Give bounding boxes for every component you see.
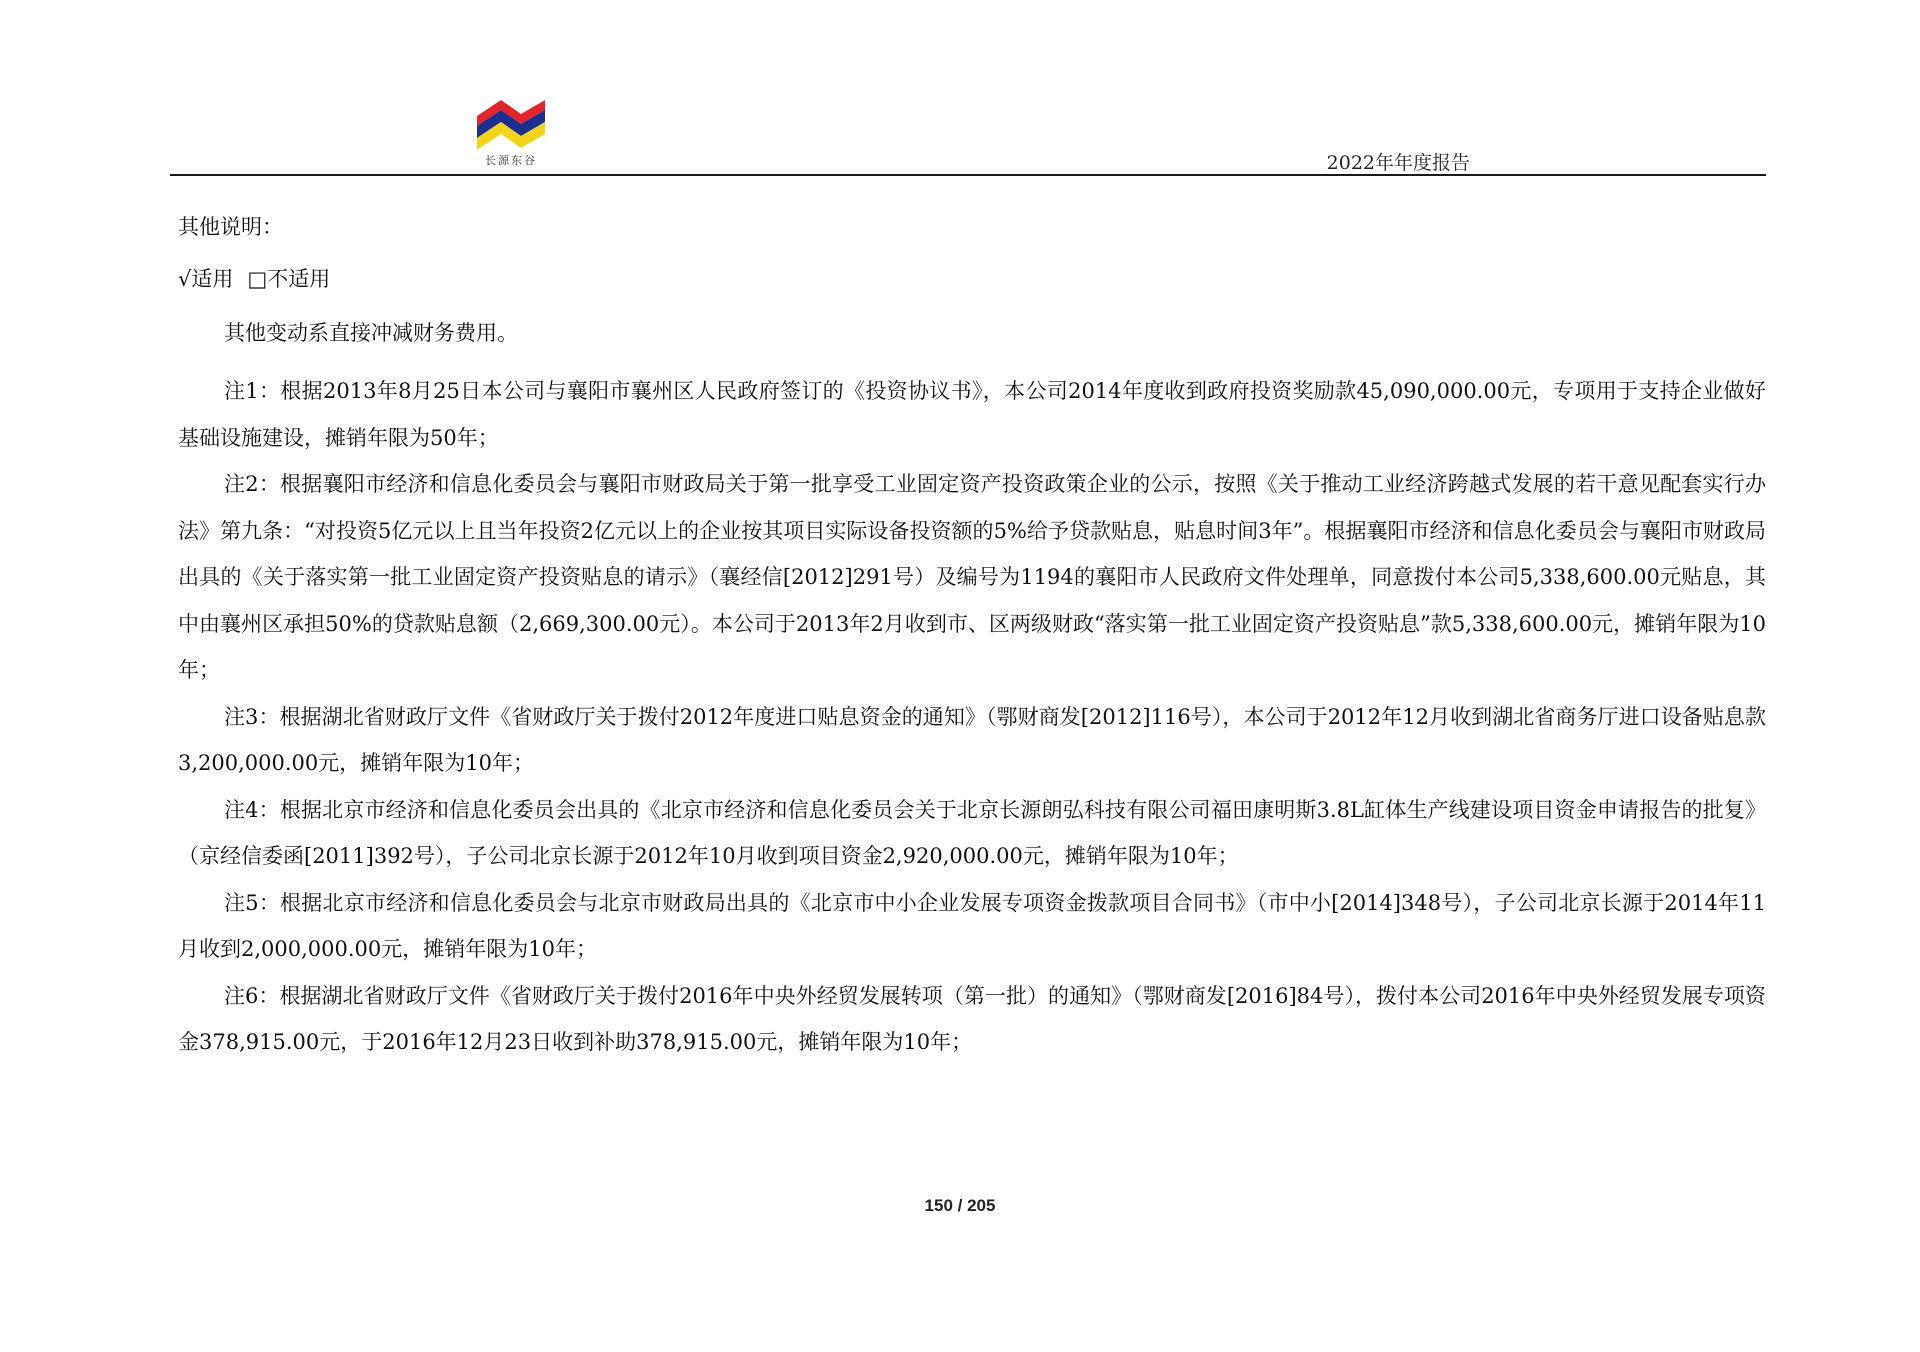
logo-text: 长源东谷 — [485, 154, 537, 167]
logo-mark-icon — [475, 96, 547, 152]
note-6: 注6：根据湖北省财政厅文件《省财政厅关于拨付2016年中央外经贸发展转项（第一批）的通知》（鄂财商发[2016]84号），拨付本公司2016年中央外经贸发展专项资金378,915.00元，于2016年12月23日收到补助378,915.00元，摊销年限为10年； — [178, 983, 1766, 1054]
check-mark-icon: √ — [178, 267, 192, 291]
report-title: 2022年年度报告 — [1326, 152, 1470, 174]
note-3: 注3：根据湖北省财政厅文件《省财政厅关于拨付2012年度进口贴息资金的通知》（鄂财商发[2012]116号），本公司于2012年12月收到湖北省商务厅进口设备贴息款3,200,000.00元，摊销年限为10年； — [178, 704, 1766, 775]
note-1: 注1：根据2013年8月25日本公司与襄阳市襄州区人民政府签订的《投资协议书》，本公司2014年度收到政府投资奖励款45,090,000.00元，专项用于支持企业做好基础设施建设，摊销年限为50年； — [178, 379, 1766, 450]
applicable-label: 适用 — [191, 267, 234, 291]
applicable-options — [178, 262, 1766, 296]
summary-text: 其他变动系直接冲减财务费用。 — [224, 321, 518, 345]
not-applicable-label: 不适用 — [267, 267, 331, 291]
note-5: 注5：根据北京市经济和信息化委员会与北京市财政局出具的《北京市中小企业发展专项资金拨款项目合同书》（市中小[2014]348号），子公司北京长源于2014年11月收到2,000,000.00元，摊销年限为10年； — [178, 890, 1766, 961]
page-number: 150 / 205 — [924, 1196, 996, 1215]
header-divider — [170, 174, 1766, 176]
note-2: 注2：根据襄阳市经济和信息化委员会与襄阳市财政局关于第一批享受工业固定资产投资政策企业的公示，按照《关于推动工业经济跨越式发展的若干意见配套实行办法》第九条：“对投资5亿元以上且当年投资2亿元以上的企业按其项目实际设备投资额的5%给予贷款贴息，贴息时间3年”。根据襄阳市经济和信息化委员会与襄阳市财政局出具的《关于落实第一批工业固定资产投资贴息的请示》（襄经信[2012]291号）及编号为1194的襄阳市人民政府文件处理单，同意拨付本公司5,338,600.00元贴息，其中由襄州区承担50%的贷款贴息额（2,669,300.00元）。本公司于2013年2月收到市、区两级财政“落实第一批工业固定资产投资贴息”款5,338,600.00元，摊销年限为10年； — [178, 472, 1766, 682]
page-content — [178, 210, 1766, 1066]
note-4: 注4：根据北京市经济和信息化委员会出具的《北京市经济和信息化委员会关于北京长源朗弘科技有限公司福田康明斯3.8L缸体生产线建设项目资金申请报告的批复》（京经信委函[2011]392号），子公司北京长源于2012年10月收到项目资金2,920,000.00元，摊销年限为10年； — [178, 797, 1766, 868]
company-logo — [475, 96, 547, 170]
page-header — [170, 96, 1766, 176]
section-label: 其他说明： — [178, 215, 283, 239]
empty-checkbox-icon: □ — [247, 267, 268, 291]
